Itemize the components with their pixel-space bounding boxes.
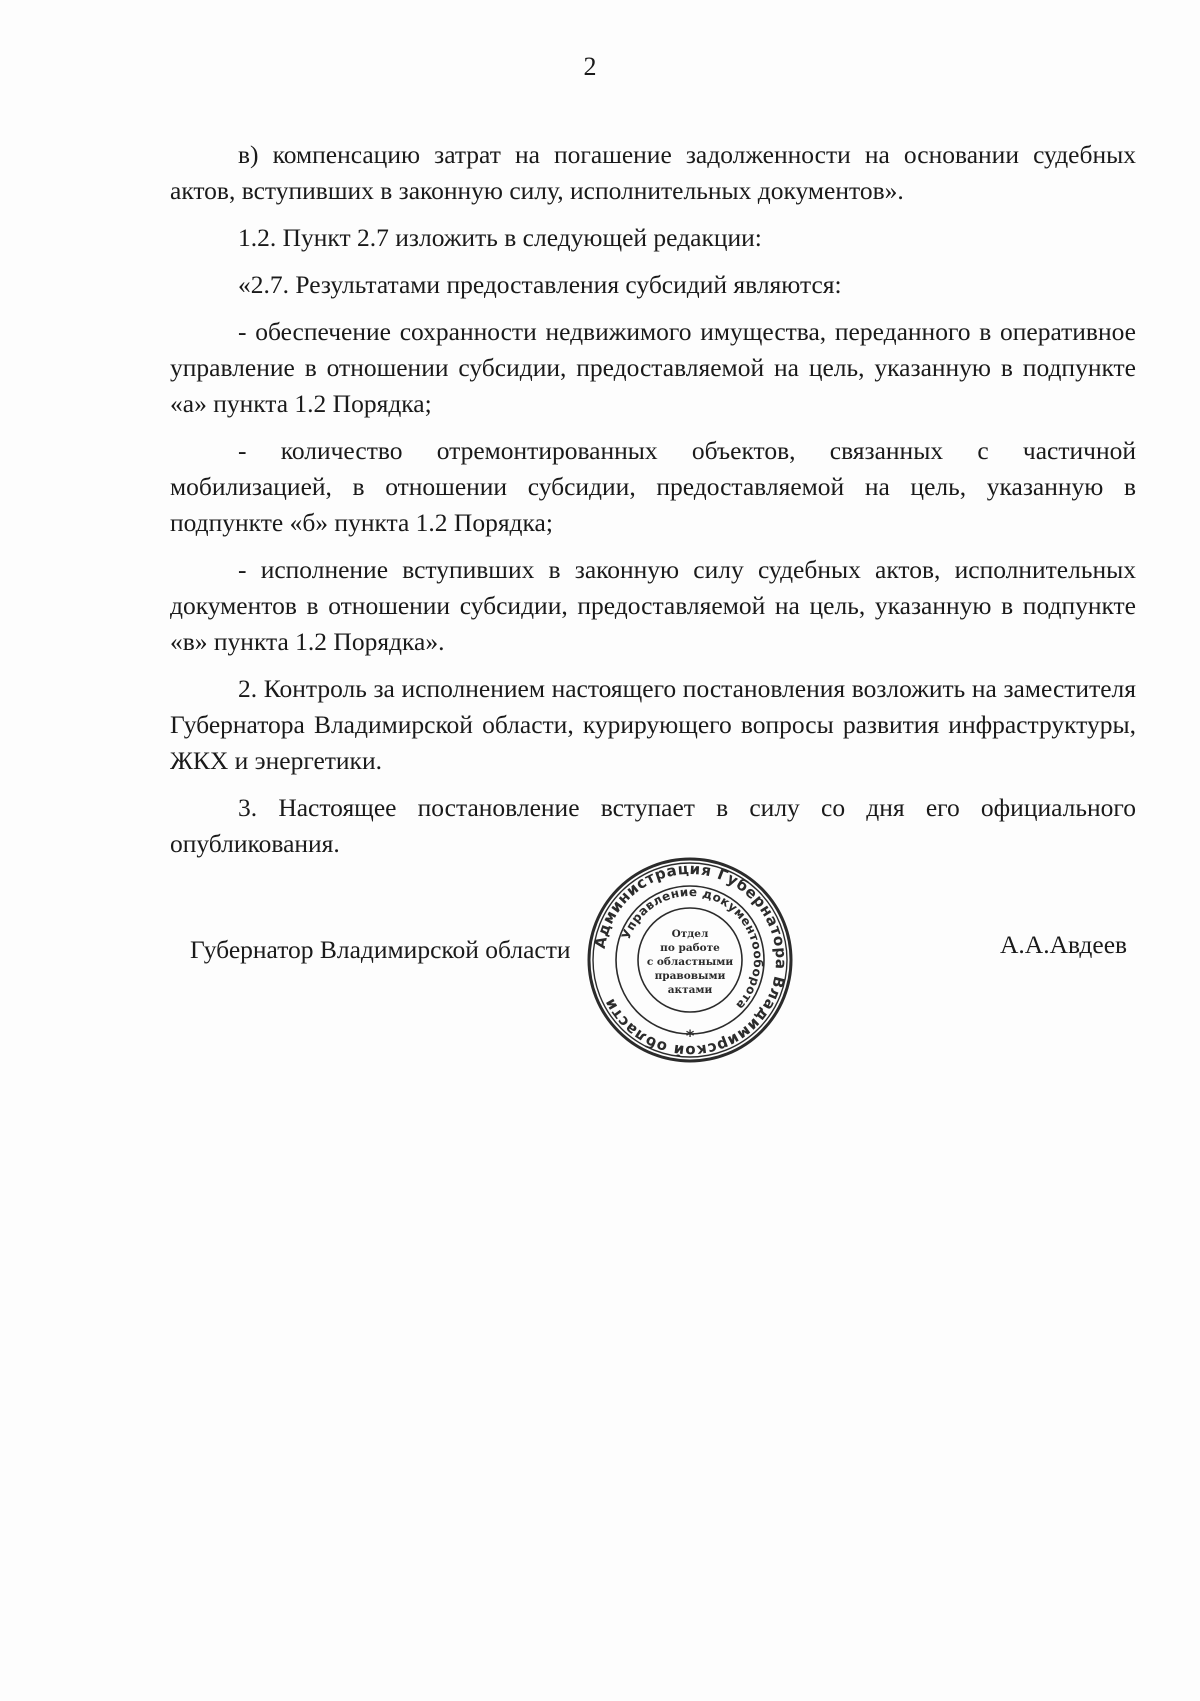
paragraph-result-a: - обеспечение сохранности недвижимого имущества, переданного в оперативное управление в отношении субсидии, предоставляемой на цель, указанную в подпункте «а» пункта 1.2 Порядка; — [170, 317, 1136, 418]
page-number: 2 — [583, 52, 597, 81]
document-body — [170, 137, 1136, 873]
paragraph-result-b: - количество отремонтированных объектов, связанных с частичной мобилизацией, в отношении субсидии, предоставляемой на цель, указанную в подпункте «б» пункта 1.2 Порядка; — [170, 436, 1136, 537]
stamp-center-line-3: с областными — [646, 956, 734, 968]
signer-name: А.А.Авдеев — [1000, 930, 1128, 959]
paragraph-item-v: в) компенсацию затрат на погашение задолженности на основании судебных актов, вступивших в законную силу, исполнительных документов». — [170, 140, 1136, 205]
paragraph-point-2-7-intro: «2.7. Результатами предоставления субсидий являются: — [238, 270, 842, 299]
stamp-outer-text: Администрация Губернатора Владимирской области — [590, 859, 791, 1061]
stamp-star-icon: * — [685, 1026, 695, 1045]
paragraph-point-1-2: 1.2. Пункт 2.7 изложить в следующей редакции: — [238, 223, 762, 252]
stamp-seal-icon — [585, 855, 795, 1065]
paragraph-result-v: - исполнение вступивших в законную силу судебных актов, исполнительных документов в отношении субсидии, предоставляемой на цель, указанную в подпункте «в» пункта 1.2 Порядка». — [170, 555, 1136, 656]
signer-position: Губернатор Владимирской области — [190, 935, 571, 964]
stamp-center-line-1: Отдел — [671, 928, 709, 940]
paragraph-control: 2. Контроль за исполнением настоящего постановления возложить на заместителя Губернатора Владимирской области, курирующего вопросы развития инфраструктуры, ЖКХ и энергетики. — [170, 674, 1136, 775]
stamp-inner-ring-text: Управление документооборота — [618, 884, 766, 1013]
stamp-center-line-5: актами — [667, 984, 713, 996]
stamp-center-line-4: правовыми — [654, 970, 726, 982]
official-stamp — [585, 855, 795, 1065]
stamp-center-line-2: по работе — [660, 942, 720, 954]
paragraph-effective-date: 3. Настоящее постановление вступает в силу со дня его официального опубликования. — [170, 793, 1136, 858]
